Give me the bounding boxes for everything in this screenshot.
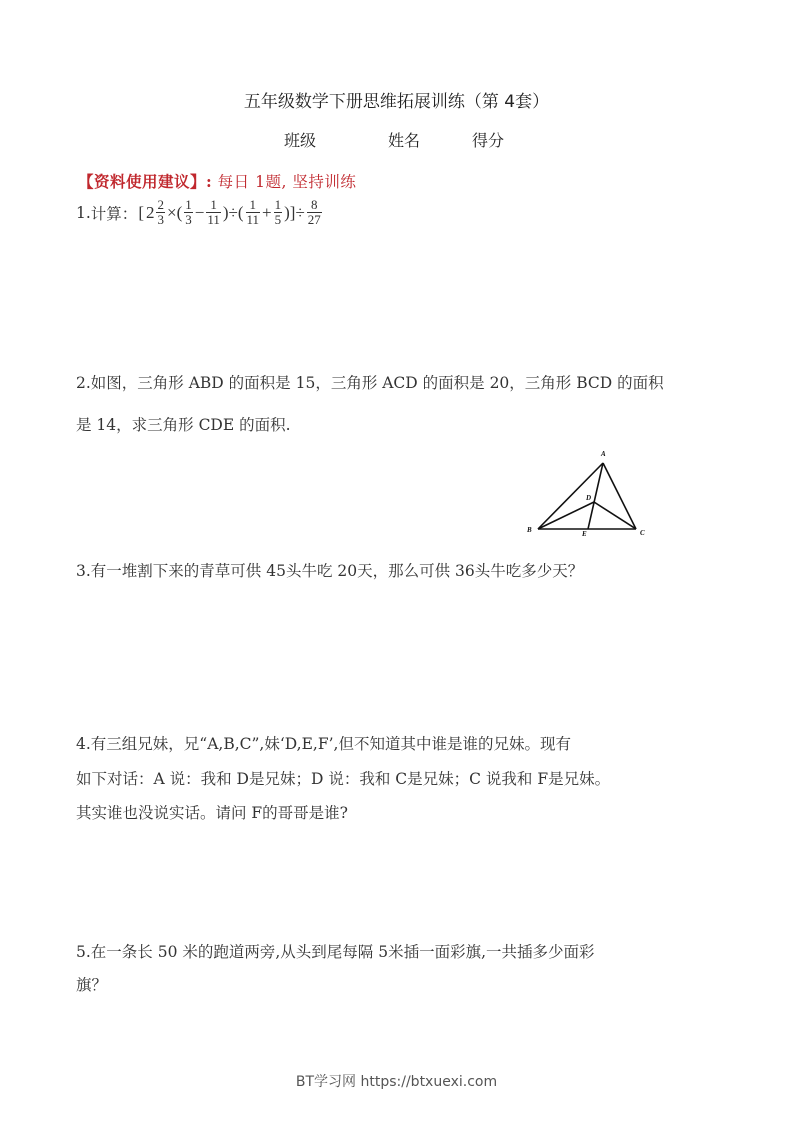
question-2-line-2: 是 14，求三角形 CDE 的面积.	[76, 416, 291, 434]
numerator: 1	[210, 197, 217, 212]
question-2-text: 如图，三角形 ABD 的面积是 15，三角形 ACD 的面积是 20，三角形 BCD 的面积	[90, 374, 664, 392]
numerator: 1	[274, 197, 282, 212]
question-3: 3.有一堆割下来的青草可供 45头牛吃 20天，那么可供 36头牛吃多少天？	[76, 562, 584, 580]
label-b: B	[527, 526, 532, 534]
fraction-5	[274, 198, 283, 227]
question-4-line-2: 如下对话：A 说：我和 D是兄妹；D 说：我和 C是兄妹；C 说我和 F是兄妹。	[76, 770, 611, 788]
page-title: 五年级数学下册思维拓展训练（第 4套）	[243, 92, 550, 112]
denominator: 3	[185, 212, 192, 227]
footer-watermark: BT学习网 https://btxuexi.com	[295, 1074, 498, 1090]
denominator: 11	[207, 212, 220, 227]
denominator: 11	[246, 212, 260, 227]
question-4-line-1: 4.有三组兄妹，兄“A,B,C”,妹‘D,E,F’,但不知道其中谁是谁的兄妹。现有	[76, 735, 571, 753]
question-1	[76, 198, 323, 227]
numerator: 8	[311, 197, 318, 212]
score-label: 得分	[472, 131, 505, 150]
numerator: 1	[185, 197, 192, 212]
triangle-figure	[515, 440, 655, 540]
usage-advice	[78, 170, 356, 192]
question-5-line-1: 5.在一条长 50 米的跑道两旁,从头到尾每隔 5米插一面彩旗,一共插多少面彩	[76, 943, 595, 961]
label-c: C	[640, 529, 645, 537]
class-label: 班级	[284, 131, 317, 150]
denominator: 5	[274, 212, 282, 227]
advice-label: 【资料使用建议】:	[78, 172, 213, 191]
fraction-4	[246, 198, 261, 227]
fraction-6	[307, 198, 322, 227]
fraction-2	[184, 198, 193, 227]
label-a: A	[601, 450, 606, 458]
whole-number: 2	[145, 202, 155, 222]
fraction-1	[156, 198, 165, 227]
question-2-number: 2.	[76, 374, 91, 392]
question-1-number: 1.	[76, 203, 91, 222]
question-2-line-1	[76, 371, 664, 393]
open-bracket: [	[138, 202, 144, 222]
denominator: 27	[307, 212, 321, 227]
label-d: D	[586, 494, 592, 502]
question-4-line-3: 其实谁也没说实话。请问 F的哥哥是谁?	[76, 804, 348, 822]
denominator: 3	[157, 212, 164, 227]
divide-op: )÷(	[222, 202, 244, 222]
question-5-line-2: 旗？	[76, 976, 108, 994]
question-1-prefix: 计算：	[90, 204, 138, 223]
fraction-3	[206, 198, 221, 227]
numerator: 1	[249, 197, 257, 212]
name-label: 姓名	[388, 131, 421, 150]
plus-op: +	[262, 202, 272, 222]
close-bracket-divide: )]÷	[284, 202, 305, 222]
advice-text: 每日 1题, 坚持训练	[217, 173, 357, 191]
label-e: E	[582, 530, 587, 538]
minus-op: −	[194, 202, 205, 222]
times-op: ×(	[166, 202, 183, 222]
numerator: 2	[157, 197, 164, 212]
